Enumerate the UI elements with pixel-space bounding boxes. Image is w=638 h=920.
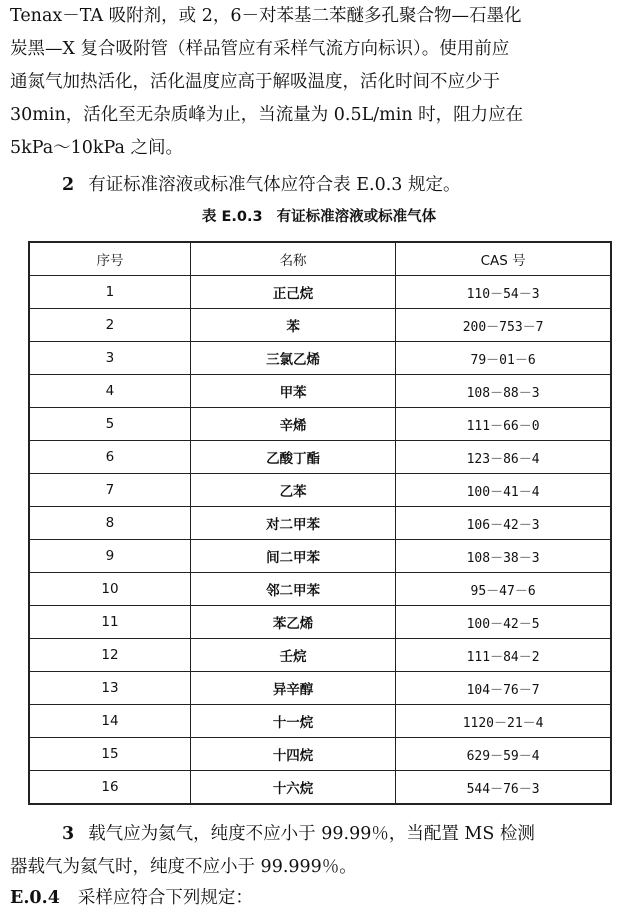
cell-serial: 16 [29,771,190,805]
text-line: 30min，活化至无杂质峰为止，当流量为 0.5L/min 时，阻力应在 [10,105,524,125]
cell-serial: 14 [29,705,190,738]
cell-name: 三氯乙烯 [190,342,395,375]
table-number: 表 E.0.3 [201,209,263,225]
cell-name: 甲苯 [190,375,395,408]
cell-name: 苯乙烯 [190,606,395,639]
cell-name: 苯 [190,309,395,342]
cell-cas: 1120－21－4 [396,705,611,738]
cell-name: 壬烷 [190,639,395,672]
cell-name: 对二甲苯 [190,507,395,540]
cell-serial: 10 [29,573,190,606]
table-title-text: 有证标准溶液或标准气体 [276,209,437,225]
cell-serial: 2 [29,309,190,342]
clause-2 [62,169,460,202]
cell-name: 正己烷 [190,276,395,309]
table-row [29,639,611,672]
clause-number: 2 [62,175,75,195]
clause-text: 载气应为氦气，纯度不应小于 99.99％，当配置 MS 检测 [88,824,535,844]
cell-cas: 111－66－0 [396,408,611,441]
cell-name: 十一烷 [190,705,395,738]
table-row [29,474,611,507]
cell-cas: 629－59－4 [396,738,611,771]
clause-3 [10,818,626,884]
cell-cas: 110－54－3 [396,276,611,309]
clause-number: 3 [62,824,75,844]
table-row [29,540,611,573]
cell-serial: 13 [29,672,190,705]
table-row [29,606,611,639]
cell-cas: 111－84－2 [396,639,611,672]
cell-cas: 108－38－3 [396,540,611,573]
cell-name: 异辛醇 [190,672,395,705]
table-row [29,276,611,309]
cell-serial: 15 [29,738,190,771]
cell-serial: 1 [29,276,190,309]
table-header-row [29,242,611,276]
cell-cas: 79－01－6 [396,342,611,375]
cell-serial: 3 [29,342,190,375]
cell-cas: 104－76－7 [396,672,611,705]
text-line: 器载气为氦气时，纯度不应小于 99.999％。 [10,857,357,877]
cell-cas: 100－41－4 [396,474,611,507]
cell-cas: 106－42－3 [396,507,611,540]
header-cas: CAS 号 [396,242,611,276]
section-text: 采样应符合下列规定： [77,888,253,908]
table-row [29,309,611,342]
header-serial: 序号 [29,242,190,276]
text-line: 5kPa～10kPa 之间。 [10,138,184,158]
cell-serial: 8 [29,507,190,540]
text-line: 炭黑—X 复合吸附管（样品管应有采样气流方向标识）。使用前应 [10,39,510,59]
cell-serial: 5 [29,408,190,441]
table-row [29,771,611,805]
cell-cas: 544－76－3 [396,771,611,805]
cell-cas: 95－47－6 [396,573,611,606]
table-row [29,507,611,540]
cell-name: 乙酸丁酯 [190,441,395,474]
cell-serial: 12 [29,639,190,672]
table-row [29,441,611,474]
standard-substances-table [28,241,612,805]
text-line: 通氮气加热活化，活化温度应高于解吸温度，活化时间不应少于 [10,72,500,92]
intro-paragraph [10,0,626,165]
cell-serial: 6 [29,441,190,474]
table-caption [0,205,638,226]
table-row [29,672,611,705]
cell-serial: 9 [29,540,190,573]
table-row [29,705,611,738]
table-row [29,408,611,441]
header-name: 名称 [190,242,395,276]
table-row [29,375,611,408]
cell-name: 十六烷 [190,771,395,805]
cell-name: 十四烷 [190,738,395,771]
section-number: E.0.4 [10,888,60,908]
cell-name: 辛烯 [190,408,395,441]
cell-name: 乙苯 [190,474,395,507]
table-body [29,276,611,805]
cell-serial: 4 [29,375,190,408]
cell-name: 邻二甲苯 [190,573,395,606]
cell-cas: 123－86－4 [396,441,611,474]
table-row [29,738,611,771]
cell-cas: 100－42－5 [396,606,611,639]
cell-cas: 200－753－7 [396,309,611,342]
clause-text: 有证标准溶液或标准气体应符合表 E.0.3 规定。 [88,175,461,195]
cell-name: 间二甲苯 [190,540,395,573]
cell-serial: 7 [29,474,190,507]
text-line: Tenax－TA 吸附剂，或 2，6－对苯基二苯醚多孔聚合物—石墨化 [10,6,522,26]
cell-cas: 108－88－3 [396,375,611,408]
table-row [29,573,611,606]
section-e04 [10,882,253,915]
text-line [10,818,626,851]
table-row [29,342,611,375]
cell-serial: 11 [29,606,190,639]
